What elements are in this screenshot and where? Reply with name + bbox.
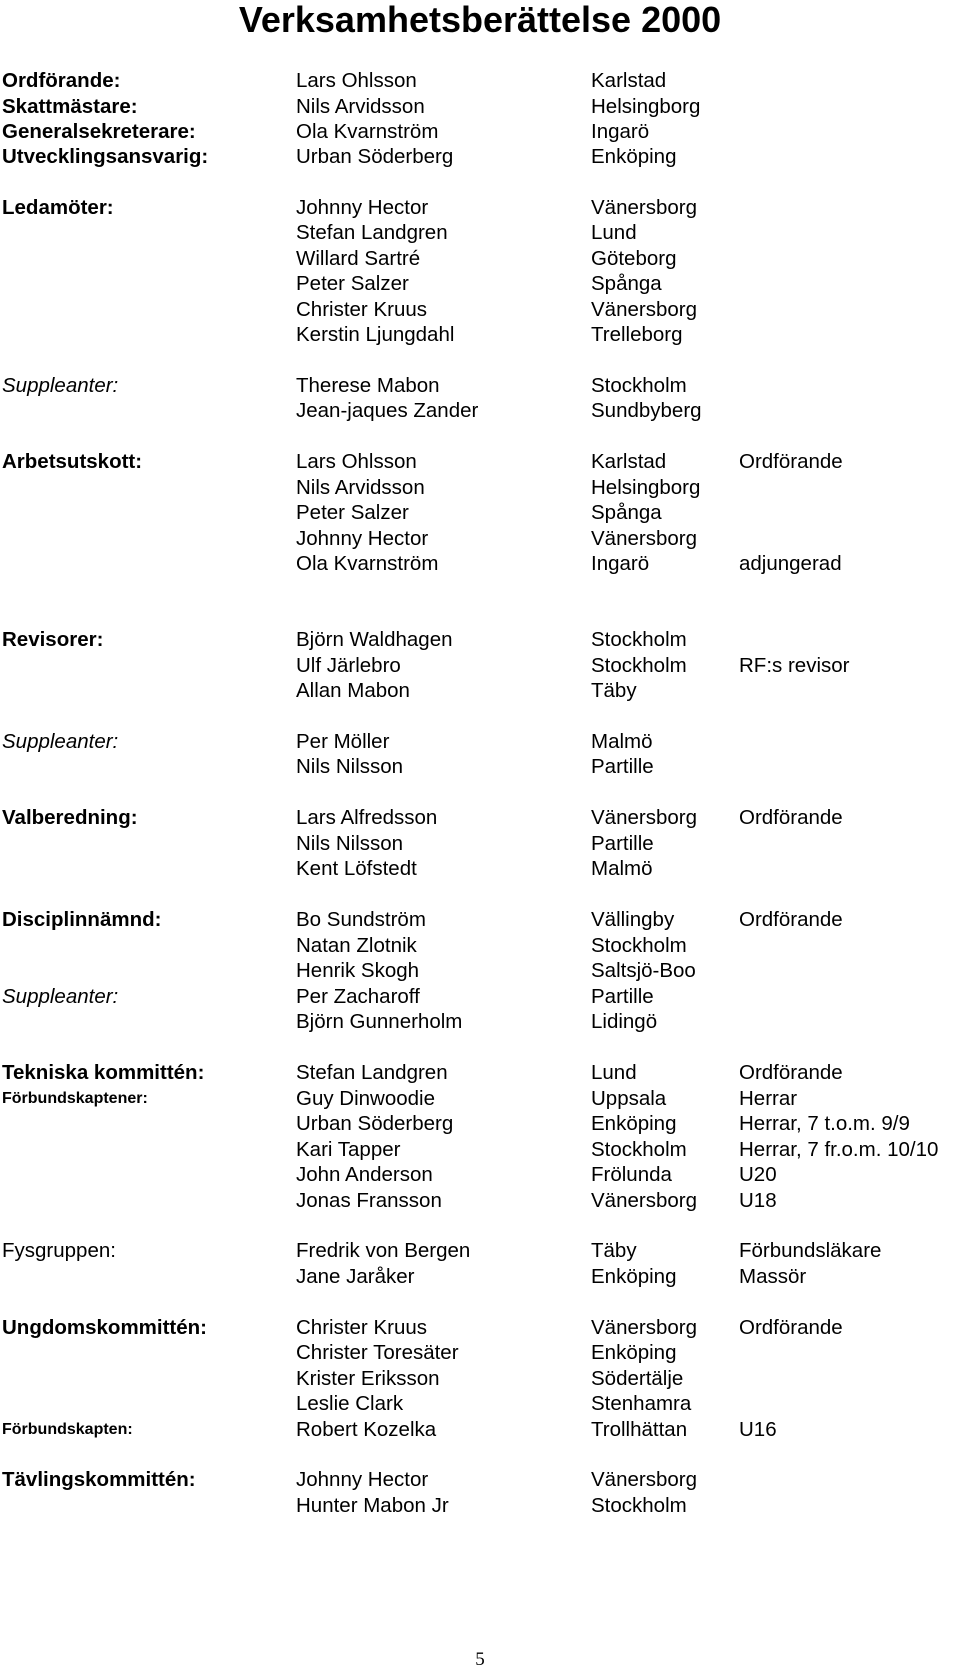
member-name: Guy Dinwoodie: [296, 1087, 436, 1110]
member-city: Lund: [591, 1061, 637, 1084]
member-name: Christer Kruus: [296, 1316, 428, 1339]
member-name: Kent Löfstedt: [296, 857, 417, 880]
table-row: [0, 1314, 960, 1341]
row-label: Valberedning:: [2, 806, 138, 829]
table-row: [0, 1110, 960, 1137]
member-city: Saltsjö-Boo: [591, 959, 696, 982]
member-name: Therese Mabon: [296, 374, 440, 397]
table-row: [0, 321, 960, 348]
table-row: [0, 1339, 960, 1366]
member-city: Ingarö: [591, 552, 650, 575]
member-name: Kari Tapper: [296, 1138, 401, 1161]
table-row: [0, 296, 960, 323]
table-row: [0, 1237, 960, 1264]
member-city: Stenhamra: [591, 1392, 692, 1415]
member-name: Kerstin Ljungdahl: [296, 323, 455, 346]
row-label: Fysgruppen:: [2, 1239, 116, 1262]
row-label: Disciplinnämnd:: [2, 908, 162, 931]
member-name: Stefan Landgren: [296, 221, 448, 244]
member-name: Nils Arvidsson: [296, 476, 425, 499]
member-city: Stockholm: [591, 1494, 687, 1517]
member-city: Trelleborg: [591, 323, 683, 346]
table-row: [0, 1390, 960, 1417]
table-row: [0, 1161, 960, 1188]
table-row: [0, 804, 960, 831]
member-name: Björn Gunnerholm: [296, 1010, 463, 1033]
table-row: [0, 1059, 960, 1086]
member-city: Ingarö: [591, 120, 650, 143]
table-row: [0, 626, 960, 653]
table-row: [0, 67, 960, 94]
member-name: John Anderson: [296, 1163, 433, 1186]
member-city: Uppsala: [591, 1087, 667, 1110]
member-note: Massör: [739, 1265, 807, 1288]
member-name: Fredrik von Bergen: [296, 1239, 471, 1262]
member-name: Per Möller: [296, 730, 390, 753]
member-city: Täby: [591, 679, 637, 702]
table-row: [0, 932, 960, 959]
member-name: Hunter Mabon Jr: [296, 1494, 449, 1517]
row-label: Förbundskapten:: [2, 1421, 133, 1438]
table-row: [0, 1263, 960, 1290]
member-city: Vällingby: [591, 908, 675, 931]
member-name: Nils Arvidsson: [296, 95, 425, 118]
table-row: [0, 397, 960, 424]
page-number: 5: [475, 1649, 485, 1670]
member-note: Ordförande: [739, 1061, 843, 1084]
row-label: Ungdomskommittén:: [2, 1316, 207, 1339]
member-name: Leslie Clark: [296, 1392, 404, 1415]
row-label: Generalsekreterare:: [2, 120, 196, 143]
member-city: Malmö: [591, 857, 653, 880]
member-note: U20: [739, 1163, 777, 1186]
row-label: Arbetsutskott:: [2, 450, 143, 473]
member-note: Ordförande: [739, 450, 843, 473]
member-city: Enköping: [591, 1265, 677, 1288]
table-row: [0, 1365, 960, 1392]
member-city: Vänersborg: [591, 196, 697, 219]
table-row: [0, 728, 960, 755]
member-city: Vänersborg: [591, 1189, 697, 1212]
member-city: Sundbyberg: [591, 399, 702, 422]
table-row: [0, 448, 960, 475]
member-name: Christer Kruus: [296, 298, 428, 321]
member-city: Södertälje: [591, 1367, 684, 1390]
table-row: [0, 1085, 960, 1112]
row-label: Förbundskaptener:: [2, 1090, 148, 1107]
member-name: Lars Ohlsson: [296, 69, 417, 92]
member-city: Lidingö: [591, 1010, 658, 1033]
member-city: Helsingborg: [591, 95, 701, 118]
member-name: Lars Ohlsson: [296, 450, 417, 473]
member-city: Göteborg: [591, 247, 677, 270]
member-note: Herrar, 7 fr.o.m. 10/10: [739, 1138, 939, 1161]
member-city: Vänersborg: [591, 1468, 697, 1491]
table-row: [0, 983, 960, 1010]
member-name: Nils Nilsson: [296, 755, 404, 778]
table-row: [0, 270, 960, 297]
member-city: Stockholm: [591, 374, 687, 397]
member-name: Peter Salzer: [296, 501, 409, 524]
table-row: [0, 372, 960, 399]
member-note: U18: [739, 1189, 777, 1212]
member-name: Johnny Hector: [296, 527, 429, 550]
table-row: [0, 550, 960, 577]
member-city: Täby: [591, 1239, 637, 1262]
member-city: Enköping: [591, 1341, 677, 1364]
member-city: Stockholm: [591, 628, 687, 651]
member-name: Jonas Fransson: [296, 1189, 442, 1212]
member-name: Johnny Hector: [296, 1468, 429, 1491]
member-note: Herrar, 7 t.o.m. 9/9: [739, 1112, 910, 1135]
member-name: Natan Zlotnik: [296, 934, 417, 957]
table-row: [0, 677, 960, 704]
member-note: RF:s revisor: [739, 654, 850, 677]
page-title: Verksamhetsberättelse 2000: [238, 0, 722, 40]
member-city: Trollhättan: [591, 1418, 688, 1441]
member-city: Helsingborg: [591, 476, 701, 499]
member-name: Urban Söderberg: [296, 1112, 454, 1135]
table-row: [0, 1416, 960, 1443]
member-name: Krister Eriksson: [296, 1367, 440, 1390]
member-note: U16: [739, 1418, 777, 1441]
table-row: [0, 1008, 960, 1035]
member-city: Karlstad: [591, 450, 667, 473]
member-city: Malmö: [591, 730, 653, 753]
member-name: Robert Kozelka: [296, 1418, 437, 1441]
member-city: Lund: [591, 221, 637, 244]
member-name: Stefan Landgren: [296, 1061, 448, 1084]
table-row: [0, 1492, 960, 1519]
member-name: Urban Söderberg: [296, 145, 454, 168]
table-row: [0, 525, 960, 552]
member-city: Vänersborg: [591, 1316, 697, 1339]
member-name: Ola Kvarnström: [296, 120, 439, 143]
table-row: [0, 906, 960, 933]
row-label: Revisorer:: [2, 628, 104, 651]
table-row: [0, 753, 960, 780]
member-city: Enköping: [591, 145, 677, 168]
member-city: Vänersborg: [591, 527, 697, 550]
member-name: Christer Toresäter: [296, 1341, 459, 1364]
member-city: Vänersborg: [591, 298, 697, 321]
table-row: [0, 245, 960, 272]
member-city: Stockholm: [591, 654, 687, 677]
member-name: Bo Sundström: [296, 908, 426, 931]
row-label: Ledamöter:: [2, 196, 114, 219]
member-name: Per Zacharoff: [296, 985, 420, 1008]
member-name: Ulf Järlebro: [296, 654, 401, 677]
member-city: Partille: [591, 755, 654, 778]
table-row: [0, 219, 960, 246]
member-name: Henrik Skogh: [296, 959, 420, 982]
row-label: Tävlingskommittén:: [2, 1468, 196, 1491]
member-name: Björn Waldhagen: [296, 628, 453, 651]
table-row: [0, 957, 960, 984]
row-label: Skattmästare:: [2, 95, 138, 118]
member-note: Ordförande: [739, 908, 843, 931]
member-note: Ordförande: [739, 806, 843, 829]
member-city: Karlstad: [591, 69, 667, 92]
member-note: Förbundsläkare: [739, 1239, 882, 1262]
table-row: [0, 652, 960, 679]
member-name: Lars Alfredsson: [296, 806, 438, 829]
member-note: adjungerad: [739, 552, 842, 575]
member-note: Ordförande: [739, 1316, 843, 1339]
member-city: Spånga: [591, 501, 662, 524]
member-name: Jane Jaråker: [296, 1265, 415, 1288]
member-name: Allan Mabon: [296, 679, 410, 702]
member-city: Vänersborg: [591, 806, 697, 829]
member-name: Willard Sartré: [296, 247, 421, 270]
member-city: Partille: [591, 985, 654, 1008]
member-name: Ola Kvarnström: [296, 552, 439, 575]
table-row: [0, 830, 960, 857]
row-label: Utvecklingsansvarig:: [2, 145, 209, 168]
member-city: Frölunda: [591, 1163, 672, 1186]
member-name: Nils Nilsson: [296, 832, 404, 855]
member-name: Peter Salzer: [296, 272, 409, 295]
row-label: Ordförande:: [2, 69, 121, 92]
row-label: Tekniska kommittén:: [2, 1061, 205, 1084]
member-city: Enköping: [591, 1112, 677, 1135]
row-label: Suppleanter:: [2, 374, 119, 397]
member-note: Herrar: [739, 1087, 798, 1110]
table-row: [0, 1136, 960, 1163]
row-label: Suppleanter:: [2, 730, 119, 753]
member-name: Johnny Hector: [296, 196, 429, 219]
table-row: [0, 499, 960, 526]
member-city: Partille: [591, 832, 654, 855]
table-row: [0, 1466, 960, 1493]
member-city: Stockholm: [591, 934, 687, 957]
table-row: [0, 474, 960, 501]
member-name: Jean-jaques Zander: [296, 399, 479, 422]
table-row: [0, 118, 960, 145]
table-row: [0, 1187, 960, 1214]
table-row: [0, 93, 960, 120]
table-row: [0, 855, 960, 882]
table-row: [0, 143, 960, 170]
member-city: Spånga: [591, 272, 662, 295]
row-label: Suppleanter:: [2, 985, 119, 1008]
member-city: Stockholm: [591, 1138, 687, 1161]
table-row: [0, 194, 960, 221]
